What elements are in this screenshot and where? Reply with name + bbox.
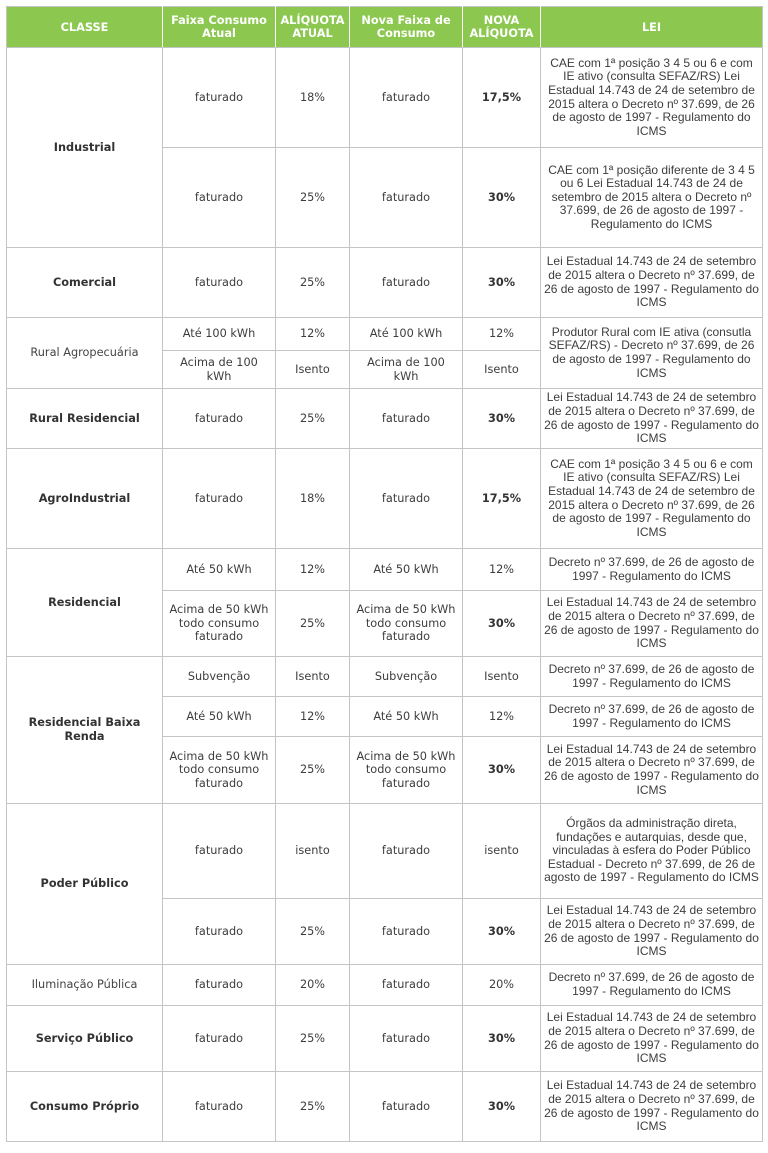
class-cell: Iluminação Pública <box>7 965 163 1006</box>
aliquota-cell: 25% <box>276 899 350 965</box>
nova-faixa-cell: faturado <box>350 389 463 449</box>
aliquota-cell: 25% <box>276 737 350 804</box>
lei-cell: CAE com 1ª posição 3 4 5 ou 6 e com IE ativo (consulta SEFAZ/RS) Lei Estadual 14.743 de 24 de setembro de 2015 altera o Decreto nº 37.699, de 26 de agosto de 1997 - Regulamento do ICMS <box>541 48 763 148</box>
nova-faixa-cell: faturado <box>350 48 463 148</box>
table-row <box>7 248 763 318</box>
lei-cell: Decreto nº 37.699, de 26 de agosto de 1997 - Regulamento do ICMS <box>541 697 763 737</box>
nova-faixa-cell: faturado <box>350 449 463 549</box>
icms-rates-table <box>6 6 763 1142</box>
aliquota-cell: 25% <box>276 1072 350 1142</box>
faixa-cell: faturado <box>163 148 276 248</box>
faixa-cell: faturado <box>163 449 276 549</box>
table-row <box>7 389 763 449</box>
nova-faixa-cell: faturado <box>350 1006 463 1072</box>
aliquota-cell: 25% <box>276 1006 350 1072</box>
faixa-cell: faturado <box>163 965 276 1006</box>
class-cell: Poder Público <box>7 804 163 965</box>
faixa-cell: Até 50 kWh <box>163 549 276 591</box>
aliquota-cell: 25% <box>276 591 350 657</box>
nova-aliquota-cell: 30% <box>463 737 541 804</box>
nova-faixa-cell: Até 50 kWh <box>350 697 463 737</box>
header-row <box>7 7 763 48</box>
nova-faixa-cell: faturado <box>350 248 463 318</box>
lei-cell: Lei Estadual 14.743 de 24 de setembro de 2015 altera o Decreto nº 37.699, de 26 de agosto de 1997 - Regulamento do ICMS <box>541 591 763 657</box>
faixa-cell: Até 100 kWh <box>163 318 276 351</box>
nova-aliquota-cell: 30% <box>463 1006 541 1072</box>
lei-cell: Lei Estadual 14.743 de 24 de setembro de 2015 altera o Decreto nº 37.699, de 26 de agosto de 1997 - Regulamento do ICMS <box>541 737 763 804</box>
header-nova-aliquota: NOVA ALÍQUOTA <box>463 7 541 48</box>
table-row <box>7 657 763 697</box>
lei-cell: Órgãos da administração direta, fundações e autarquias, desde que, vinculadas à esfera do Poder Público Estadual - Decreto nº 37.699, de 26 de agosto de 1997 - Regulamento do ICMS <box>541 804 763 899</box>
class-cell: Serviço Público <box>7 1006 163 1072</box>
faixa-cell: faturado <box>163 1072 276 1142</box>
class-cell: Residencial Baixa Renda <box>7 657 163 804</box>
aliquota-cell: isento <box>276 804 350 899</box>
nova-faixa-cell: Até 100 kWh <box>350 318 463 351</box>
nova-faixa-cell: Acima de 50 kWh todo consumo faturado <box>350 737 463 804</box>
nova-aliquota-cell: 30% <box>463 389 541 449</box>
table-row <box>7 1072 763 1142</box>
header-classe: CLASSE <box>7 7 163 48</box>
nova-aliquota-cell: Isento <box>463 657 541 697</box>
nova-faixa-cell: Acima de 100 kWh <box>350 351 463 389</box>
aliquota-cell: 25% <box>276 389 350 449</box>
faixa-cell: faturado <box>163 804 276 899</box>
lei-cell: Decreto nº 37.699, de 26 de agosto de 1997 - Regulamento do ICMS <box>541 549 763 591</box>
class-cell: Residencial <box>7 549 163 657</box>
lei-cell: Produtor Rural com IE ativa (consutla SEFAZ/RS) - Decreto nº 37.699, de 26 de agosto de 1997 - Regulamento do ICMS <box>541 318 763 389</box>
aliquota-cell: 18% <box>276 449 350 549</box>
aliquota-cell: 25% <box>276 148 350 248</box>
nova-aliquota-cell: isento <box>463 804 541 899</box>
faixa-cell: faturado <box>163 899 276 965</box>
nova-faixa-cell: faturado <box>350 1072 463 1142</box>
class-cell: Industrial <box>7 48 163 248</box>
faixa-cell: Acima de 50 kWh todo consumo faturado <box>163 737 276 804</box>
class-cell: AgroIndustrial <box>7 449 163 549</box>
aliquota-cell: 20% <box>276 965 350 1006</box>
nova-faixa-cell: Acima de 50 kWh todo consumo faturado <box>350 591 463 657</box>
lei-cell: Lei Estadual 14.743 de 24 de setembro de 2015 altera o Decreto nº 37.699, de 26 de agosto de 1997 - Regulamento do ICMS <box>541 389 763 449</box>
class-cell: Rural Residencial <box>7 389 163 449</box>
header-lei: LEI <box>541 7 763 48</box>
aliquota-cell: 12% <box>276 318 350 351</box>
class-cell: Consumo Próprio <box>7 1072 163 1142</box>
table-row <box>7 318 763 351</box>
aliquota-cell: 25% <box>276 248 350 318</box>
aliquota-cell: 12% <box>276 549 350 591</box>
lei-cell: Lei Estadual 14.743 de 24 de setembro de 2015 altera o Decreto nº 37.699, de 26 de agosto de 1997 - Regulamento do ICMS <box>541 1006 763 1072</box>
nova-faixa-cell: faturado <box>350 148 463 248</box>
lei-cell: Lei Estadual 14.743 de 24 de setembro de 2015 altera o Decreto nº 37.699, de 26 de agosto de 1997 - Regulamento do ICMS <box>541 1072 763 1142</box>
header-aliquota-atual: ALÍQUOTA ATUAL <box>276 7 350 48</box>
nova-aliquota-cell: 30% <box>463 899 541 965</box>
nova-aliquota-cell: 17,5% <box>463 449 541 549</box>
header-faixa-atual: Faixa Consumo Atual <box>163 7 276 48</box>
lei-cell: CAE com 1ª posição 3 4 5 ou 6 e com IE ativo (consulta SEFAZ/RS) Lei Estadual 14.743 de 24 de setembro de 2015 altera o Decreto nº 37.699, de 26 de agosto de 1997 - Regulamento do ICMS <box>541 449 763 549</box>
faixa-cell: faturado <box>163 389 276 449</box>
nova-aliquota-cell: 30% <box>463 1072 541 1142</box>
aliquota-cell: 12% <box>276 697 350 737</box>
nova-aliquota-cell: 12% <box>463 549 541 591</box>
lei-cell: Lei Estadual 14.743 de 24 de setembro de 2015 altera o Decreto nº 37.699, de 26 de agosto de 1997 - Regulamento do ICMS <box>541 899 763 965</box>
aliquota-cell: Isento <box>276 351 350 389</box>
nova-aliquota-cell: 30% <box>463 591 541 657</box>
faixa-cell: Acima de 100 kWh <box>163 351 276 389</box>
nova-aliquota-cell: 12% <box>463 697 541 737</box>
nova-aliquota-cell: 30% <box>463 148 541 248</box>
lei-cell: CAE com 1ª posição diferente de 3 4 5 ou 6 Lei Estadual 14.743 de 24 de setembro de 2015 altera o Decreto nº 37.699, de 26 de agosto de 1997 - Regulamento do ICMS <box>541 148 763 248</box>
aliquota-cell: 18% <box>276 48 350 148</box>
class-cell: Rural Agropecuária <box>7 318 163 389</box>
lei-cell: Decreto nº 37.699, de 26 de agosto de 1997 - Regulamento do ICMS <box>541 965 763 1006</box>
nova-faixa-cell: faturado <box>350 899 463 965</box>
aliquota-cell: Isento <box>276 657 350 697</box>
nova-faixa-cell: Subvenção <box>350 657 463 697</box>
nova-aliquota-cell: 17,5% <box>463 48 541 148</box>
nova-aliquota-cell: 30% <box>463 248 541 318</box>
faixa-cell: Subvenção <box>163 657 276 697</box>
nova-aliquota-cell: 12% <box>463 318 541 351</box>
table-row <box>7 549 763 591</box>
lei-cell: Lei Estadual 14.743 de 24 de setembro de 2015 altera o Decreto nº 37.699, de 26 de agosto de 1997 - Regulamento do ICMS <box>541 248 763 318</box>
nova-faixa-cell: Até 50 kWh <box>350 549 463 591</box>
table-row <box>7 804 763 899</box>
faixa-cell: Até 50 kWh <box>163 697 276 737</box>
nova-faixa-cell: faturado <box>350 804 463 899</box>
table-row <box>7 449 763 549</box>
nova-aliquota-cell: Isento <box>463 351 541 389</box>
header-nova-faixa: Nova Faixa de Consumo <box>350 7 463 48</box>
faixa-cell: faturado <box>163 1006 276 1072</box>
nova-aliquota-cell: 20% <box>463 965 541 1006</box>
class-cell: Comercial <box>7 248 163 318</box>
faixa-cell: faturado <box>163 48 276 148</box>
table-row <box>7 965 763 1006</box>
lei-cell: Decreto nº 37.699, de 26 de agosto de 1997 - Regulamento do ICMS <box>541 657 763 697</box>
nova-faixa-cell: faturado <box>350 965 463 1006</box>
table-row <box>7 1006 763 1072</box>
faixa-cell: Acima de 50 kWh todo consumo faturado <box>163 591 276 657</box>
table-row <box>7 48 763 148</box>
faixa-cell: faturado <box>163 248 276 318</box>
